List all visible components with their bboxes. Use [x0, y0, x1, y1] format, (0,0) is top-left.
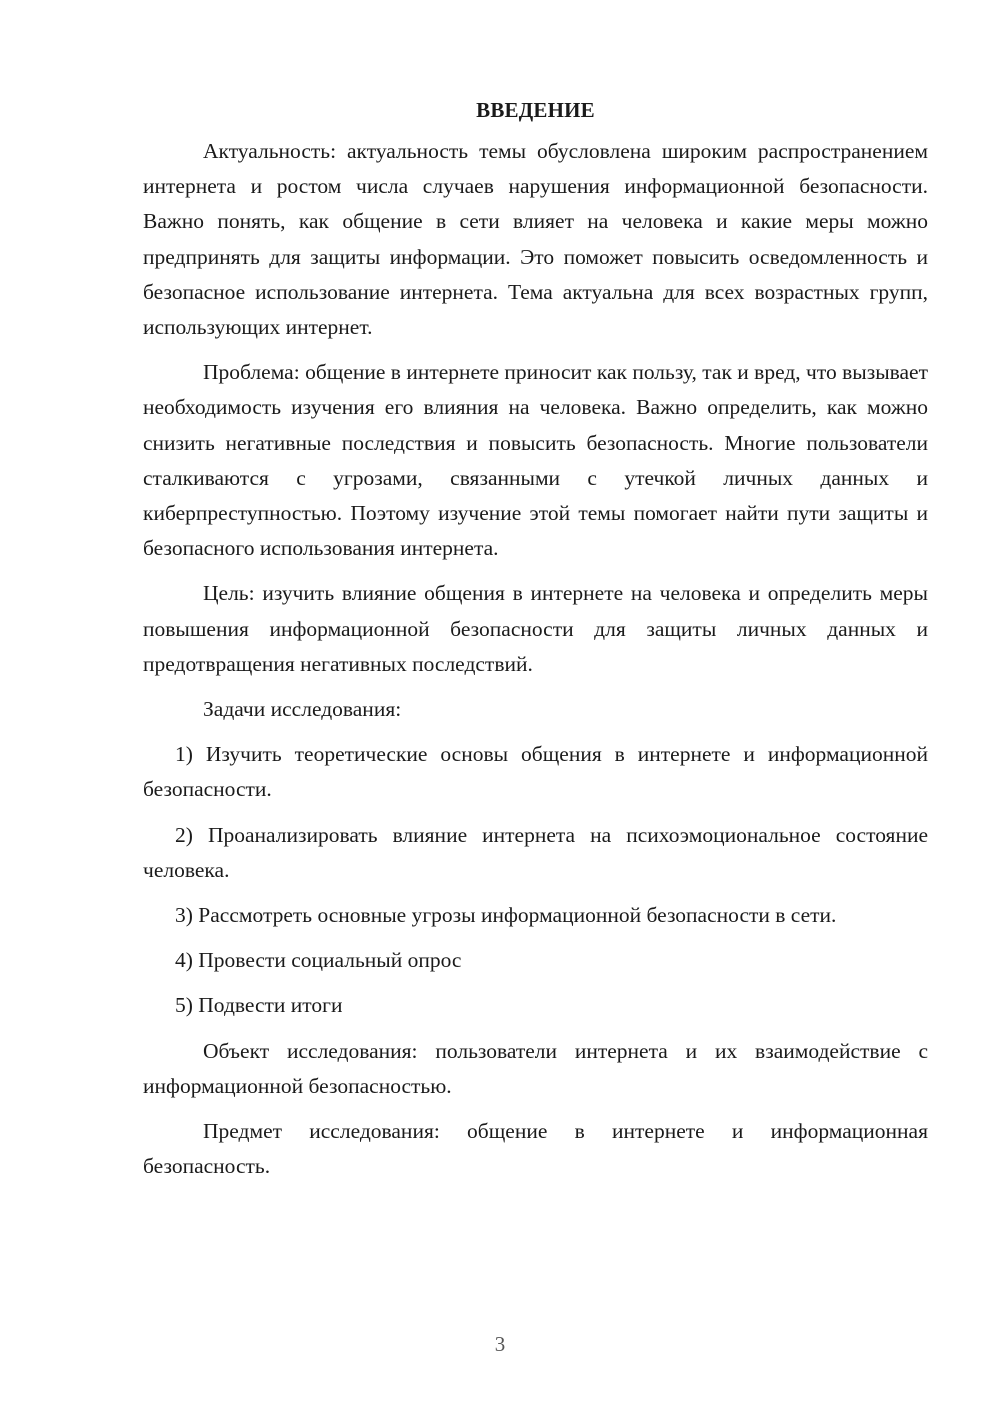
paragraph-goal: Цель: изучить влияние общения в интернете на человека и определить меры повышения информационной безопасности для защиты личных данных и предотвращения негативных последствий.: [143, 581, 928, 676]
paragraph-problem: Проблема: общение в интернете приносит как пользу, так и вред, что вызывает необходимость изучения его влияния на человека. Важно определить, как можно снизить негативные последствия и повысить безопасность. Многие пользователи сталкиваются с угрозами, связанными с утечкой личных данных и киберпреступностью. Поэтому изучение этой темы помогает найти пути защиты и безопасного использования интернета.: [143, 360, 928, 561]
section-heading: ВВЕДЕНИЕ: [476, 98, 595, 122]
paragraph-tasks-heading: Задачи исследования:: [203, 697, 402, 722]
page-number: 3: [494, 1332, 506, 1356]
task-item-3: 3) Рассмотреть основные угрозы информационной безопасности в сети.: [175, 903, 837, 928]
paragraph-relevance: Актуальность: актуальность темы обусловлена широким распространением интернета и ростом числа случаев нарушения информационной безопасности. Важно понять, как общение в сети влияет на человека и какие меры можно предпринять для защиты информации. Это поможет повысить осведомленность и безопасное использование интернета. Тема актуальна для всех возрастных групп, использующих интернет.: [143, 139, 928, 340]
task-item-2: 2) Проанализировать влияние интернета на психоэмоциональное состояние человека.: [143, 822, 928, 882]
task-item-4: 4) Провести социальный опрос: [175, 948, 462, 973]
paragraph-subject: Предмет исследования: общение в интернете и информационная безопасность.: [143, 1119, 928, 1179]
document-page: [143, 92, 928, 1194]
task-item-1: 1) Изучить теоретические основы общения в интернете и информационной безопасности.: [143, 742, 928, 802]
paragraph-object: Объект исследования: пользователи интернета и их взаимодействие с информационной безопасностью.: [143, 1038, 928, 1098]
task-item-5: 5) Подвести итоги: [175, 993, 343, 1018]
